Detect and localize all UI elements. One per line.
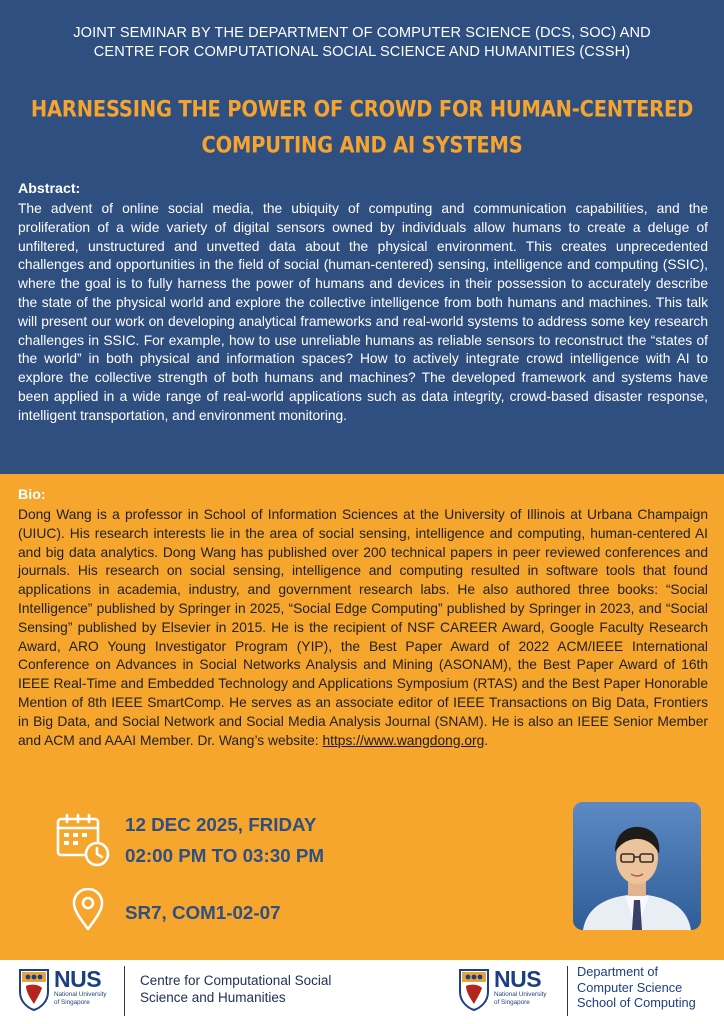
talk-title [0,92,724,164]
nus-subtitle-right-2: of Singapore [494,998,530,1006]
event-date: 12 DEC 2025, FRIDAY [125,814,317,835]
speaker-photo [573,802,701,930]
footer-divider-right [567,966,568,1016]
seminar-heading [0,24,724,62]
cssh-name-line-2: Science and Humanities [140,990,286,1005]
bio-text-container [18,506,708,750]
nus-subtitle-right-1: National University [494,991,547,998]
nus-subtitle-right [494,991,547,1006]
nus-wordmark-right: NUS [494,966,542,992]
abstract-label: Abstract: [18,181,81,197]
nus-subtitle-left-1: National University [54,991,107,998]
website-link[interactable]: https://www.wangdong.org [322,732,485,748]
cssh-name-line-1: Centre for Computational Social [140,973,332,988]
speaker-portrait-icon [573,802,701,930]
dcs-name-line-1: Department of [577,964,659,979]
event-details [55,806,555,946]
nus-wordmark-left: NUS [54,966,102,992]
footer-divider-left [124,966,125,1016]
nus-logo-left [18,964,128,1018]
map-pin-icon [71,888,105,932]
calendar-clock-icon [55,812,111,868]
nus-subtitle-left-2: of Singapore [54,998,90,1006]
abstract-text: The advent of online social media, the ubiquity of computing and communication capabilities, and the proliferation of a wide variety of digital sensors owned by individuals allow humans to create a deluge of unfiltered, unstructured and unvetted data about the physical environment. This creates unprecedented challenges and opportunities in the field of social (human-centered) sensing, intelligence and computing (SSIC), where the goal is to fully harness the power of humans and devices in their possession to accurately describe the state of the physical world and explore the collective intelligence from both humans and machines. This talk will present our work on developing analytical frameworks and real-world systems to address some key research challenges in SSIC. For example, how to use unreliable humans as reliable sensors to reconstruct the “states of the world” in both physical and information spaces? How to actively integrate crowd intelligence with AI to explore the collective strength of both humans and machines? The developed framework and systems have been applied in a wide range of real-world applications such as data integrity, crowd-based disaster response, intelligent transportation, and environment monitoring. [18,201,708,423]
nus-subtitle-left [54,991,107,1006]
dcs-name [577,964,696,1011]
nus-crest-icon [458,968,490,1012]
bio-section [0,474,724,960]
bio-suffix: . [484,732,489,748]
bio-block [18,486,708,750]
nus-crest-icon [18,968,50,1012]
bio-text: Dong Wang is a professor in School of Information Sciences at the University of Illinois at Urbana Champaign (UIUC). His research interests lie in the area of social sensing, intelligence and computing, human-centered AI and big data analytics. Dong Wang has published over 200 technical papers in peer reviewed conferences and journals. His research on social sensing, intelligence and computing resulted in software tools that found applications in academia, industry, and government research labs. He also authored three books: “Social Intelligence” published by Springer in 2025, “Social Edge Computing” published by Springer in 2023, and “Social Sensing” published by Elsevier in 2015. He is the recipient of NSF CAREER Award, Google Faculty Research Award, ARO Young Investigator Program (YIP), the Best Paper Award of 2022 ACM/IEEE International Conference on Advances in Social Networks Analysis and Mining (ASONAM), the Best Paper Award of 16th IEEE Real-Time and Embedded Technology and Applications Symposium (RTAS) and the Best Paper Honorable Mention of 8th IEEE SmartComp. He serves as an associate editor of IEEE Transactions on Big Data, Frontiers in Big Data, and Social Network and Social Media Analysis Journal (SNAM). He is also an IEEE Senior Member and ACM and AAAI Member. Dr. Wang’s website: [18,507,708,748]
footer [0,960,724,1024]
header-section [0,0,724,474]
dcs-name-line-2: Computer Science [577,979,683,995]
abstract-block [18,180,708,426]
seminar-line-1: JOINT SEMINAR BY THE DEPARTMENT OF COMPUTER SCIENCE (DCS, SOC) AND [73,25,651,41]
nus-logo-right [458,964,568,1018]
talk-title-line-2: COMPUTING AND AI SYSTEMS [201,132,523,159]
seminar-line-2: CENTRE FOR COMPUTATIONAL SOCIAL SCIENCE AND HUMANITIES (CSSH) [93,44,631,60]
talk-title-line-1: HARNESSING THE POWER OF CROWD FOR HUMAN-CENTERED [30,96,694,123]
cssh-name [140,972,331,1006]
event-time: 02:00 PM TO 03:30 PM [125,845,325,866]
event-venue: SR7, COM1-02-07 [125,902,281,923]
bio-label: Bio: [18,487,46,503]
dcs-name-line-3: School of Computing [577,995,696,1010]
